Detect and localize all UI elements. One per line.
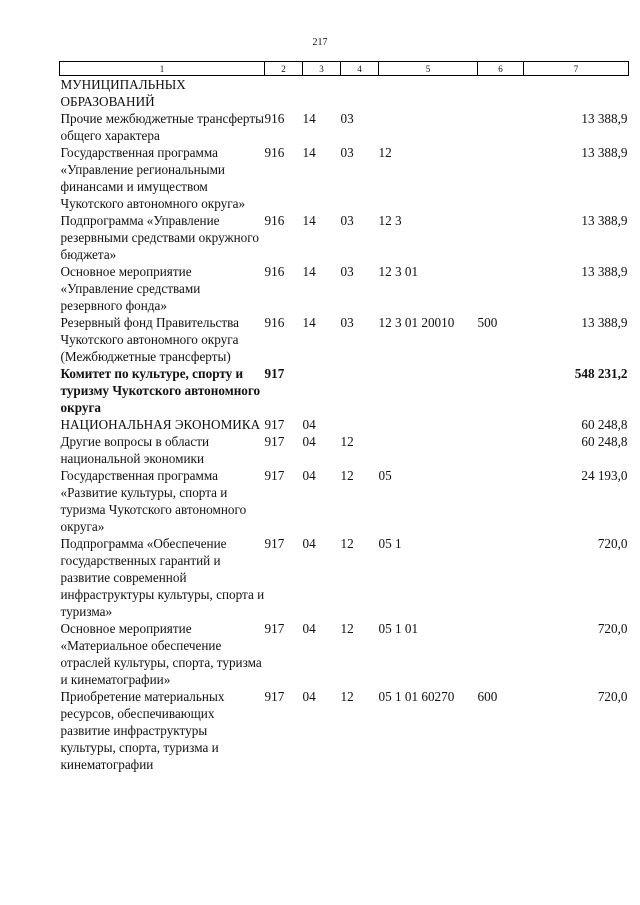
row-col-2: 917 [264, 621, 285, 636]
row-name: Основное мероприятие «Материальное обеспечение отраслей культуры, спорта, туризма и кинематографии» [60, 621, 262, 687]
row-col-3: 04 [302, 689, 316, 704]
row-name: НАЦИОНАЛЬНАЯ ЭКОНОМИКА [60, 417, 261, 432]
row-amount: 13 388,9 [581, 213, 628, 228]
row-amount: 13 388,9 [581, 315, 628, 330]
row-col-3: 14 [302, 264, 316, 279]
row-col-5 [379, 433, 478, 467]
row-amount: 720,0 [597, 536, 628, 551]
table-row [60, 535, 629, 620]
row-col-6 [478, 620, 524, 688]
row-col-6 [478, 433, 524, 467]
row-name: Приобретение материальных ресурсов, обеспечивающих развитие инфраструктуры культуры, спорта, туризма и кинематографии [60, 689, 225, 772]
table-header [60, 62, 629, 76]
row-col-2: 916 [264, 213, 285, 228]
row-amount: 548 231,2 [574, 366, 628, 381]
row-amount: 720,0 [597, 621, 628, 636]
row-col-5: 05 1 [378, 536, 402, 551]
header-col-4: 4 [341, 62, 379, 76]
row-col-4: 03 [340, 315, 354, 330]
row-col-3: 04 [302, 417, 316, 432]
row-col-2: 917 [264, 468, 285, 483]
row-col-3: 04 [302, 434, 316, 449]
row-col-3: 04 [302, 621, 316, 636]
row-col-6: 600 [477, 689, 498, 704]
row-col-3: 14 [302, 145, 316, 160]
row-col-4: 12 [340, 468, 354, 483]
row-col-2: 917 [264, 689, 285, 704]
row-col-6 [478, 535, 524, 620]
header-col-5: 5 [379, 62, 478, 76]
row-col-5: 05 [378, 468, 392, 483]
table-row [60, 416, 629, 433]
table-row [60, 314, 629, 365]
row-col-6 [478, 467, 524, 535]
row-col-2 [265, 76, 303, 111]
row-col-5: 05 1 01 60270 [378, 689, 455, 704]
row-col-2: 916 [264, 145, 285, 160]
row-name: Другие вопросы в области национальной экономики [60, 434, 210, 466]
row-col-2: 916 [264, 111, 285, 126]
row-col-6 [478, 144, 524, 212]
row-col-3: 14 [302, 111, 316, 126]
row-col-3: 14 [302, 315, 316, 330]
row-name: Подпрограмма «Обеспечение государственных гарантий и развитие современной инфраструктуры культуры, спорта и туризма» [60, 536, 265, 619]
table-row [60, 110, 629, 144]
row-col-5 [379, 365, 478, 416]
row-col-4: 03 [340, 111, 354, 126]
table-body [60, 76, 629, 774]
row-col-6 [478, 416, 524, 433]
table-row [60, 212, 629, 263]
row-col-6: 500 [477, 315, 498, 330]
row-col-3 [303, 76, 341, 111]
row-amount: 24 193,0 [581, 468, 628, 483]
row-col-6 [478, 365, 524, 416]
row-amount [524, 76, 629, 111]
row-col-4 [341, 365, 379, 416]
row-name: Комитет по культуре, спорту и туризму Чукотского автономного округа [60, 366, 261, 415]
row-amount: 60 248,8 [581, 434, 628, 449]
row-col-4: 12 [340, 434, 354, 449]
row-col-5: 12 [378, 145, 392, 160]
row-name: Государственная программа «Управление региональными финансами и имуществом Чукотского автономного округа» [60, 145, 246, 211]
row-col-3: 04 [302, 536, 316, 551]
budget-table [59, 61, 629, 773]
table-row [60, 433, 629, 467]
row-col-4: 03 [340, 145, 354, 160]
row-col-5 [379, 76, 478, 111]
row-amount: 13 388,9 [581, 145, 628, 160]
table-row [60, 620, 629, 688]
row-col-4: 12 [340, 621, 354, 636]
header-col-3: 3 [303, 62, 341, 76]
row-amount: 13 388,9 [581, 111, 628, 126]
row-col-4: 12 [340, 689, 354, 704]
row-col-2: 917 [264, 417, 285, 432]
row-col-2: 917 [264, 536, 285, 551]
row-name: Основное мероприятие «Управление средствами резервного фонда» [60, 264, 201, 313]
table-row [60, 263, 629, 314]
table-row [60, 144, 629, 212]
table-row [60, 365, 629, 416]
row-col-4 [341, 416, 379, 433]
table-row [60, 688, 629, 773]
row-amount: 720,0 [597, 689, 628, 704]
row-col-2: 917 [264, 366, 285, 381]
table-row [60, 76, 629, 111]
row-name: Прочие межбюджетные трансферты общего характера [60, 111, 264, 143]
row-name: Подпрограмма «Управление резервными средствами окружного бюджета» [60, 213, 259, 262]
row-amount: 13 388,9 [581, 264, 628, 279]
header-col-6: 6 [478, 62, 524, 76]
row-col-5: 12 3 01 [378, 264, 419, 279]
page-number: 217 [312, 37, 328, 48]
row-col-2: 917 [264, 434, 285, 449]
row-col-5 [379, 416, 478, 433]
row-col-4: 12 [340, 536, 354, 551]
row-col-5: 05 1 01 [378, 621, 419, 636]
row-name: Резервный фонд Правительства Чукотского автономного округа (Межбюджетные трансферты) [60, 315, 240, 364]
row-col-3: 14 [302, 213, 316, 228]
row-col-4: 03 [340, 264, 354, 279]
row-col-2: 916 [264, 315, 285, 330]
row-col-5 [379, 110, 478, 144]
row-col-2: 916 [264, 264, 285, 279]
row-col-4 [341, 76, 379, 111]
header-col-2: 2 [265, 62, 303, 76]
header-col-7: 7 [524, 62, 629, 76]
row-col-6 [478, 76, 524, 111]
row-col-4: 03 [340, 213, 354, 228]
row-col-3: 04 [302, 468, 316, 483]
header-row [60, 62, 629, 76]
header-col-1: 1 [60, 62, 265, 76]
row-col-6 [478, 212, 524, 263]
row-col-5: 12 3 [378, 213, 402, 228]
row-col-5: 12 3 01 20010 [378, 315, 455, 330]
row-col-6 [478, 263, 524, 314]
row-col-6 [478, 110, 524, 144]
row-name: Государственная программа «Развитие культуры, спорта и туризма Чукотского автономного округа» [60, 468, 247, 534]
row-col-3 [303, 365, 341, 416]
row-amount: 60 248,8 [581, 417, 628, 432]
row-name: МУНИЦИПАЛЬНЫХ ОБРАЗОВАНИЙ [60, 77, 186, 109]
table-row [60, 467, 629, 535]
